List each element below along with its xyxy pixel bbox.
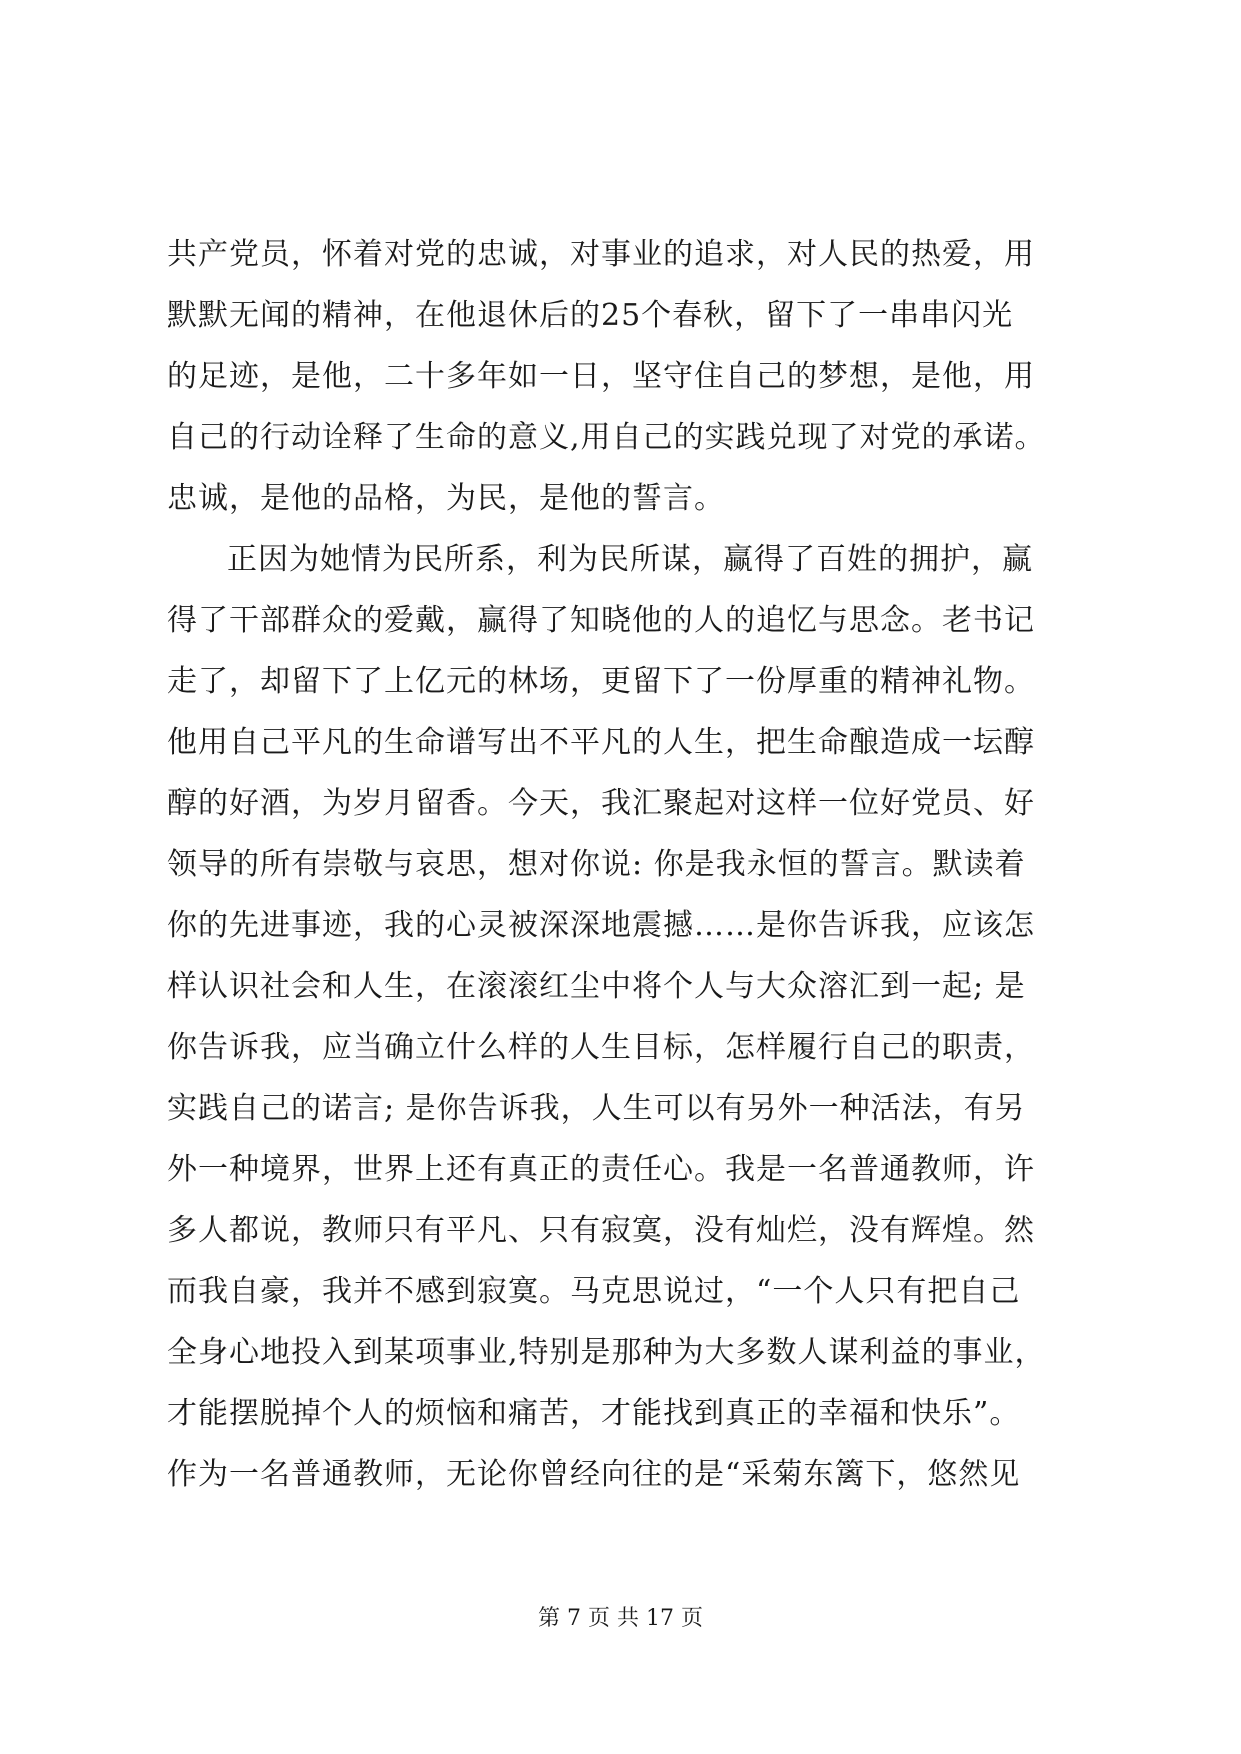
text-line: 他用自己平凡的生命谱写出不平凡的人生，把生命酿造成一坛醇 [167, 725, 1035, 760]
text-line: 自己的行动诠释了生命的意义,用自己的实践兑现了对党的承诺。 [167, 420, 1046, 455]
text-line: 而我自豪，我并不感到寂寞。马克思说过，“一个人只有把自己 [167, 1274, 1021, 1309]
text-line: 作为一名普通教师，无论你曾经向往的是“采菊东篱下，悠然见 [167, 1457, 1021, 1492]
text-line: 样认识社会和人生，在滚滚红尘中将个人与大众溶汇到一起; 是 [167, 969, 1026, 1004]
text-line: 醇的好酒，为岁月留香。今天，我汇聚起对这样一位好党员、好 [167, 786, 1035, 821]
paragraph-2 [167, 529, 1092, 1505]
page-number: 第 7 页 共 17 页 [538, 1606, 703, 1631]
body-text [167, 224, 1092, 1505]
text-line: 全身心地投入到某项事业,特别是那种为大多数人谋利益的事业， [167, 1335, 1046, 1370]
text-line: 共产党员，怀着对党的忠诚，对事业的追求，对人民的热爱，用 [167, 237, 1035, 272]
paragraph-1 [167, 224, 1092, 529]
text-line: 才能摆脱掉个人的烦恼和痛苦，才能找到真正的幸福和快乐”。 [167, 1396, 1021, 1431]
text-line: 默默无闻的精神，在他退休后的25个春秋，留下了一串串闪光 [167, 298, 1014, 333]
text-line: 走了，却留下了上亿元的林场，更留下了一份厚重的精神礼物。 [167, 664, 1035, 699]
text-line: 的足迹，是他，二十多年如一日，坚守住自己的梦想，是他，用 [167, 359, 1035, 394]
text-line: 实践自己的诺言; 是你告诉我，人生可以有另外一种活法，有另 [167, 1091, 1026, 1126]
text-line: 你告诉我，应当确立什么样的人生目标，怎样履行自己的职责， [167, 1030, 1035, 1065]
text-line: 忠诚，是他的品格，为民，是他的誓言。 [167, 481, 725, 516]
page-footer [0, 1604, 1241, 1634]
text-line: 你的先进事迹，我的心灵被深深地震撼……是你告诉我，应该怎 [167, 908, 1035, 943]
text-line-first: 正因为她情为民所系，利为民所谋，赢得了百姓的拥护，赢 [227, 542, 1033, 577]
text-line: 领导的所有崇敬与哀思，想对你说: 你是我永恒的誓言。默读着 [167, 847, 1026, 882]
text-line: 外一种境界，世界上还有真正的责任心。我是一名普通教师，许 [167, 1152, 1035, 1187]
text-line: 多人都说，教师只有平凡、只有寂寞，没有灿烂，没有辉煌。然 [167, 1213, 1035, 1248]
text-line: 得了干部群众的爱戴，赢得了知晓他的人的追忆与思念。老书记 [167, 603, 1035, 638]
